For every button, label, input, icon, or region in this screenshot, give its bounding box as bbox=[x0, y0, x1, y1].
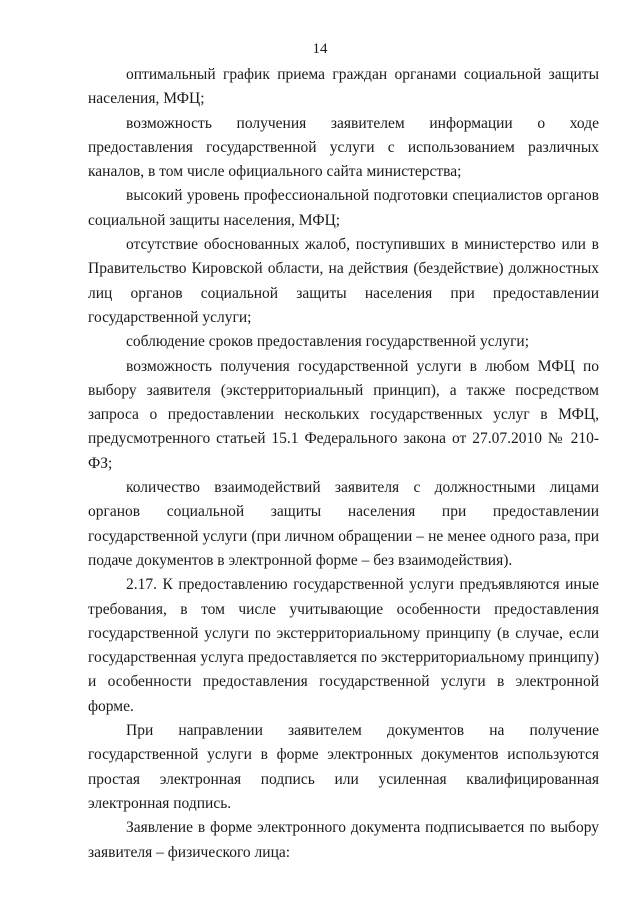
paragraph: отсутствие обоснованных жалоб, поступивших в министерство или в Правительство Кировской области, на действия (бездействие) должностных лиц органов социальной защиты населения при предоставлении государственной услуги; bbox=[88, 236, 599, 326]
paragraph: высокий уровень профессиональной подготовки специалистов органов социальной защиты населения, МФЦ; bbox=[88, 187, 599, 229]
paragraph: При направлении заявителем документов на получение государственной услуги в форме электронных документов используются простая электронная подпись или усиленная квалифицированная электронная подпись. bbox=[88, 722, 599, 812]
body-text bbox=[88, 63, 599, 865]
paragraph: оптимальный график приема граждан органами социальной защиты населения, МФЦ; bbox=[88, 66, 599, 108]
page-number: 14 bbox=[312, 41, 328, 57]
paragraph: 2.17. К предоставлению государственной услуги предъявляются иные требования, в том числе учитывающие особенности предоставления государственной услуги по экстерриториальному принципу (в случае, если государственная услуга предоставляется по экстерриториальному принципу) и особенности предоставления государственной услуги в электронной форме. bbox=[88, 576, 599, 715]
paragraph: возможность получения государственной услуги в любом МФЦ по выбору заявителя (экстерриториальный принцип), а также посредством запроса о предоставлении нескольких государственных услуг в МФЦ, предусмотренного статьей 15.1 Федерального закона от 27.07.2010 № 210-ФЗ; bbox=[88, 357, 599, 472]
paragraph: возможность получения заявителем информации о ходе предоставления государственной услуги с использованием различных каналов, в том числе официального сайта министерства; bbox=[88, 114, 599, 181]
paragraph: Заявление в форме электронного документа подписывается по выбору заявителя – физического лица: bbox=[88, 819, 599, 861]
paragraph: соблюдение сроков предоставления государственной услуги; bbox=[126, 333, 530, 351]
paragraph: количество взаимодействий заявителя с должностными лицами органов социальной защиты населения при предоставлении государственной услуги (при личном обращении – не менее одного раза, при подаче документов в электронной форме – без взаимодействия). bbox=[88, 479, 599, 569]
